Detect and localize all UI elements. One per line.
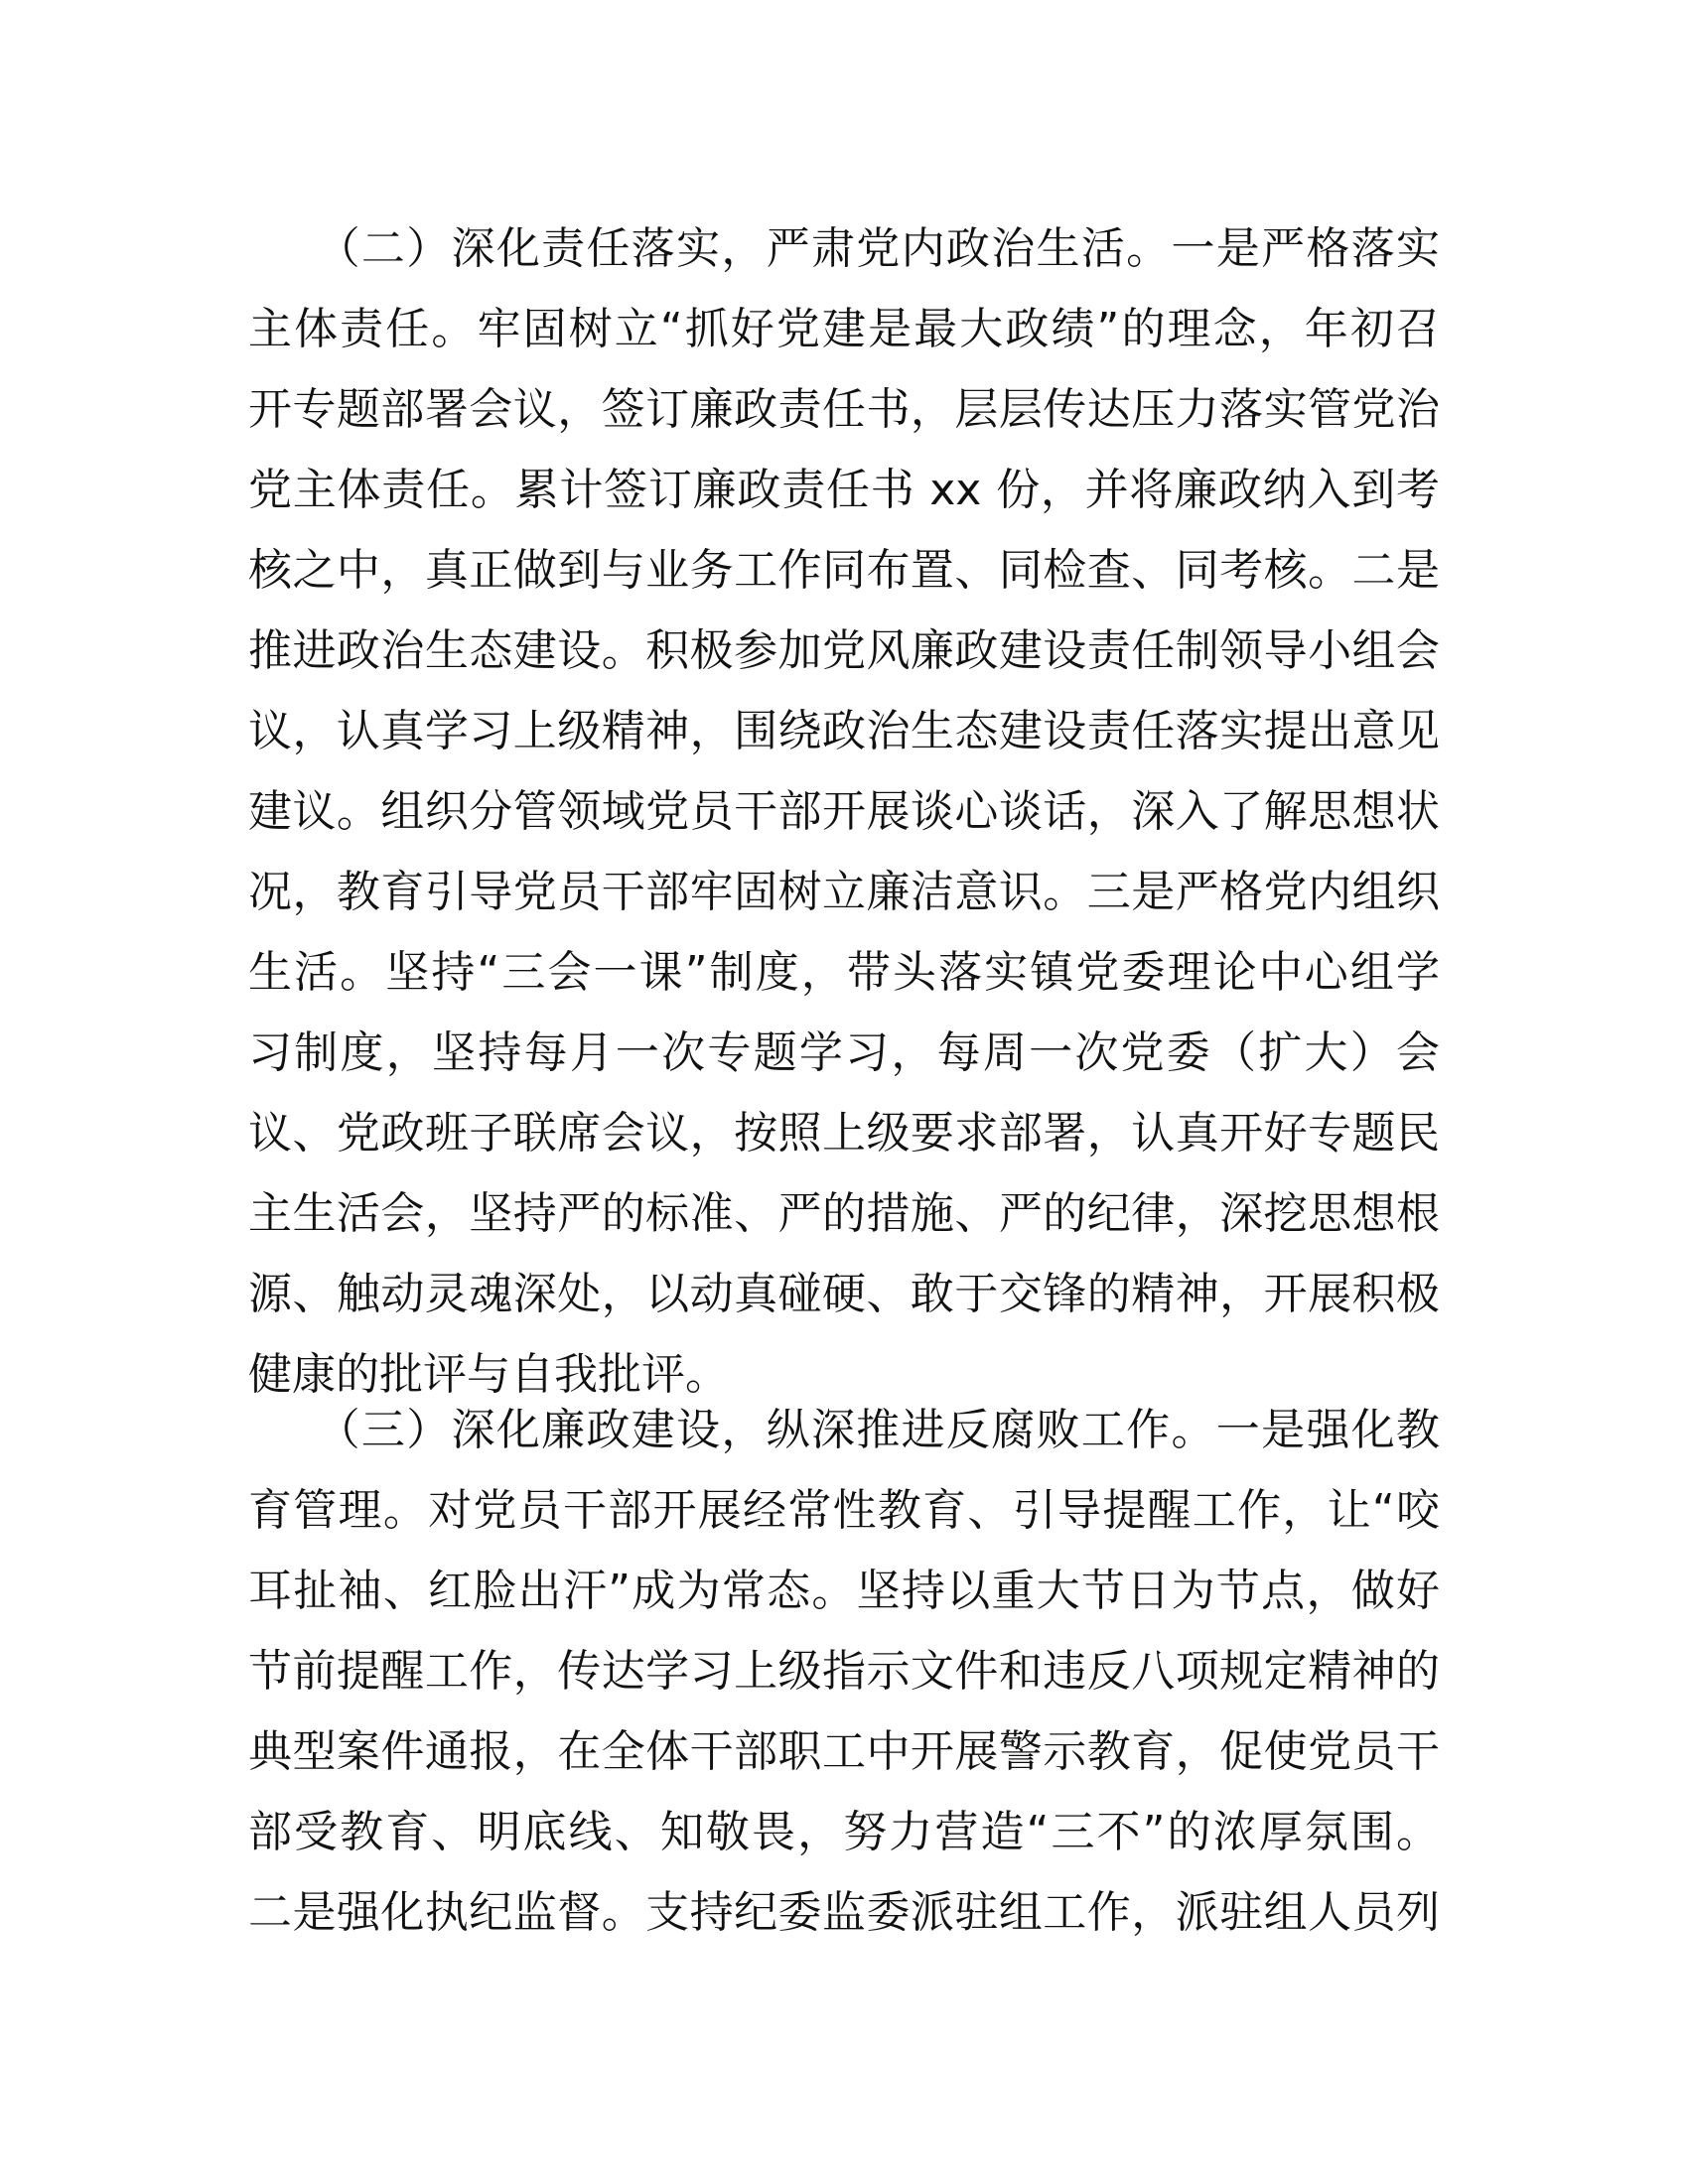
text-line: 推进政治生态建设。积极参加党风廉政建设责任制领导小组会 [248, 625, 1440, 676]
text-line: 生活。坚持“三会一课”制度，带头落实镇党委理论中心组学 [248, 947, 1440, 998]
text-line: 典型案件通报，在全体干部职工中开展警示教育，促使党员干 [248, 1726, 1440, 1777]
text-line: 耳扯袖、红脸出汗”成为常态。坚持以重大节日为节点，做好 [248, 1566, 1440, 1616]
text-line: 建议。组织分管领域党员干部开展谈心谈话，深入了解思想状 [248, 786, 1440, 837]
text-line: 健康的批评与自我批评。 [248, 1349, 729, 1400]
paragraph-responsibility [248, 208, 1440, 1415]
text-line: 主生活会，坚持严的标准、严的措施、严的纪律，深挖思想根 [248, 1188, 1440, 1239]
text-line: 源、触动灵魂深处，以动真碰硬、敢于交锋的精神，开展积极 [248, 1269, 1440, 1319]
text-line: 开专题部署会议，签订廉政责任书，层层传达压力落实管党治 [248, 384, 1440, 435]
text-line: 况，教育引导党员干部牢固树立廉洁意识。三是严格党内组织 [248, 867, 1440, 917]
text-line: 议，认真学习上级精神，围绕政治生态建设责任落实提出意见 [248, 706, 1440, 756]
text-line: 主体责任。牢固树立“抓好党建是最大政绩”的理念，年初召 [248, 304, 1440, 354]
text-line: （三）深化廉政建设，纵深推进反腐败工作。一是强化教 [248, 1405, 1440, 1455]
text-line: 习制度，坚持每月一次专题学习，每周一次党委（扩大）会 [248, 1027, 1440, 1078]
text-line: 二是强化执纪监督。支持纪委监委派驻组工作，派驻组人员列 [248, 1887, 1440, 1938]
text-line: 议、党政班子联席会议，按照上级要求部署，认真开好专题民 [248, 1108, 1440, 1159]
paragraph-anticorruption [248, 1390, 1440, 1953]
text-line: 部受教育、明底线、知敬畏，努力营造“三不”的浓厚氛围。 [248, 1807, 1440, 1857]
text-line: 节前提醒工作，传达学习上级指示文件和违反八项规定精神的 [248, 1646, 1440, 1697]
text-line: 党主体责任。累计签订廉政责任书 xx 份，并将廉政纳入到考 [248, 465, 1440, 515]
text-line: 育管理。对党员干部开展经常性教育、引导提醒工作，让“咬 [248, 1485, 1440, 1536]
text-line: 核之中，真正做到与业务工作同布置、同检查、同考核。二是 [248, 545, 1440, 596]
text-line: （二）深化责任落实，严肃党内政治生活。一是严格落实 [248, 223, 1440, 274]
